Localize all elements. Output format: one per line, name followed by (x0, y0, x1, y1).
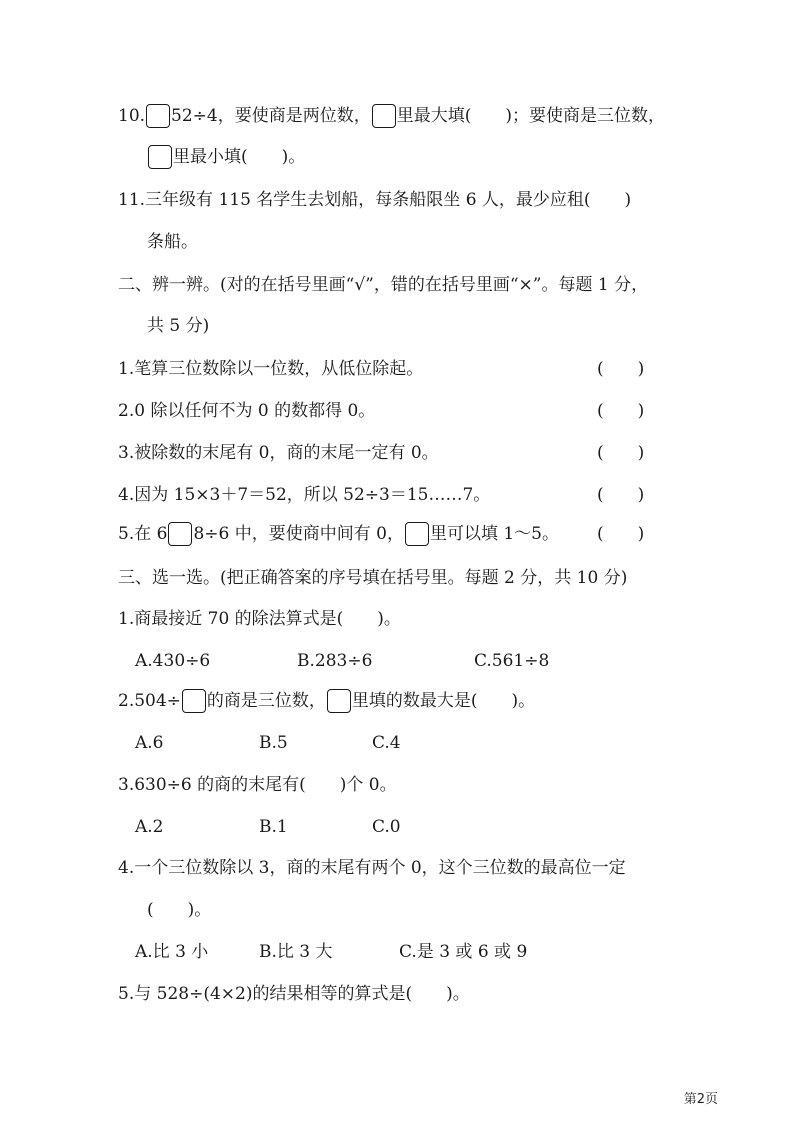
answer-box[interactable] (372, 104, 396, 128)
choice-q2-text-b: 的商是三位数， (206, 691, 326, 711)
choice-q3-text: 3.630÷6 的商的末尾有( )个 0。 (118, 775, 397, 795)
q10-text-c: 里最小填( )。 (173, 147, 306, 167)
answer-box[interactable] (148, 145, 172, 169)
choice-q4-text-a: 4.一个三位数除以 3，商的末尾有两个 0，这个三位数的最高位一定 (118, 858, 626, 878)
q11-text-a: 11.三年级有 115 名学生去划船，每条船限坐 6 人，最少应租( ) (118, 190, 632, 210)
judge-item-4-text: 4.因为 15×3＋7＝52，所以 52÷3＝15……7。 (118, 485, 491, 505)
judge-item-5-text-b: 8÷6 中，要使商中间有 0， (193, 524, 404, 544)
q11-line-1 (118, 188, 631, 212)
judge-answer-paren[interactable]: ( ) (597, 524, 645, 544)
section3-heading-text: 三、选一选。(把正确答案的序号填在括号里。每题 2 分，共 10 分) (118, 568, 628, 588)
choice-q3-stem (118, 773, 397, 797)
judge-item-3-text: 3.被除数的末尾有 0，商的末尾一定有 0。 (118, 443, 439, 463)
section2-heading-text-b: 共 5 分) (147, 316, 210, 336)
answer-box[interactable] (182, 689, 206, 713)
choice-q4-option-a[interactable]: A.比 3 小 (135, 942, 209, 962)
choice-q3-option-c[interactable]: C.0 (372, 817, 401, 837)
q10-text-a: 52÷4，要使商是两位数， (171, 106, 371, 126)
judge-item-1 (118, 357, 423, 381)
answer-box[interactable] (146, 104, 170, 128)
q10-text-b: 里最大填( )；要使商是三位数， (396, 106, 666, 126)
choice-q2-text-c: 里填的数最大是( )。 (351, 691, 536, 711)
judge-item-2 (118, 399, 375, 423)
judge-answer-paren[interactable]: ( ) (597, 359, 645, 379)
judge-answer-paren[interactable]: ( ) (597, 485, 645, 505)
choice-q2-text-a: 2.504÷ (118, 691, 181, 711)
choice-q5-text: 5.与 528÷(4×2)的结果相等的算式是( )。 (118, 984, 470, 1004)
judge-item-1-text: 1.笔算三位数除以一位数，从低位除起。 (118, 359, 424, 379)
judge-item-4 (118, 483, 490, 507)
choice-q2-option-b[interactable]: B.5 (259, 733, 288, 753)
choice-q4-option-b[interactable]: B.比 3 大 (259, 942, 333, 962)
judge-item-5-text-c: 里可以填 1～5。 (429, 524, 559, 544)
section3-heading (118, 566, 627, 590)
section2-heading-2 (147, 314, 209, 338)
judge-item-5-text-a: 5.在 6 (118, 524, 168, 544)
answer-box[interactable] (327, 689, 351, 713)
section2-heading-text-a: 二、辨一辨。(对的在括号里画“√”，错的在括号里画“×”。每题 1 分， (118, 275, 649, 295)
section2-heading-1 (118, 273, 648, 297)
choice-q1-option-b[interactable]: B.283÷6 (297, 651, 373, 671)
choice-q2-stem (118, 689, 535, 713)
judge-item-3 (118, 441, 439, 465)
judge-item-2-text: 2.0 除以任何不为 0 的数都得 0。 (118, 401, 376, 421)
answer-box[interactable] (405, 522, 429, 546)
q10-number: 10. (118, 106, 146, 126)
choice-q4-stem-2 (147, 898, 211, 922)
choice-q3-option-b[interactable]: B.1 (259, 817, 288, 837)
choice-q1-option-a[interactable]: A.430÷6 (135, 651, 211, 671)
choice-q3-option-a[interactable]: A.2 (135, 817, 164, 837)
choice-q5-stem (118, 982, 470, 1006)
q10-line-2 (147, 145, 305, 169)
choice-q1-text: 1.商最接近 70 的除法算式是( )。 (118, 609, 401, 629)
q11-line-2 (147, 230, 198, 254)
choice-q4-stem-1 (118, 856, 626, 880)
q11-text-b: 条船。 (147, 232, 198, 252)
choice-q2-option-c[interactable]: C.4 (372, 733, 401, 753)
choice-q4-text-b: ( )。 (147, 900, 212, 920)
choice-q1-option-c[interactable]: C.561÷8 (474, 651, 550, 671)
q10-line-1 (118, 104, 665, 128)
choice-q4-option-c[interactable]: C.是 3 或 6 或 9 (399, 942, 528, 962)
choice-q1-stem (118, 607, 401, 631)
judge-item-5 (118, 522, 559, 546)
choice-q2-option-a[interactable]: A.6 (135, 733, 164, 753)
judge-answer-paren[interactable]: ( ) (597, 443, 645, 463)
judge-answer-paren[interactable]: ( ) (597, 401, 645, 421)
page-number: 第2页 (683, 1092, 718, 1107)
answer-box[interactable] (168, 522, 192, 546)
